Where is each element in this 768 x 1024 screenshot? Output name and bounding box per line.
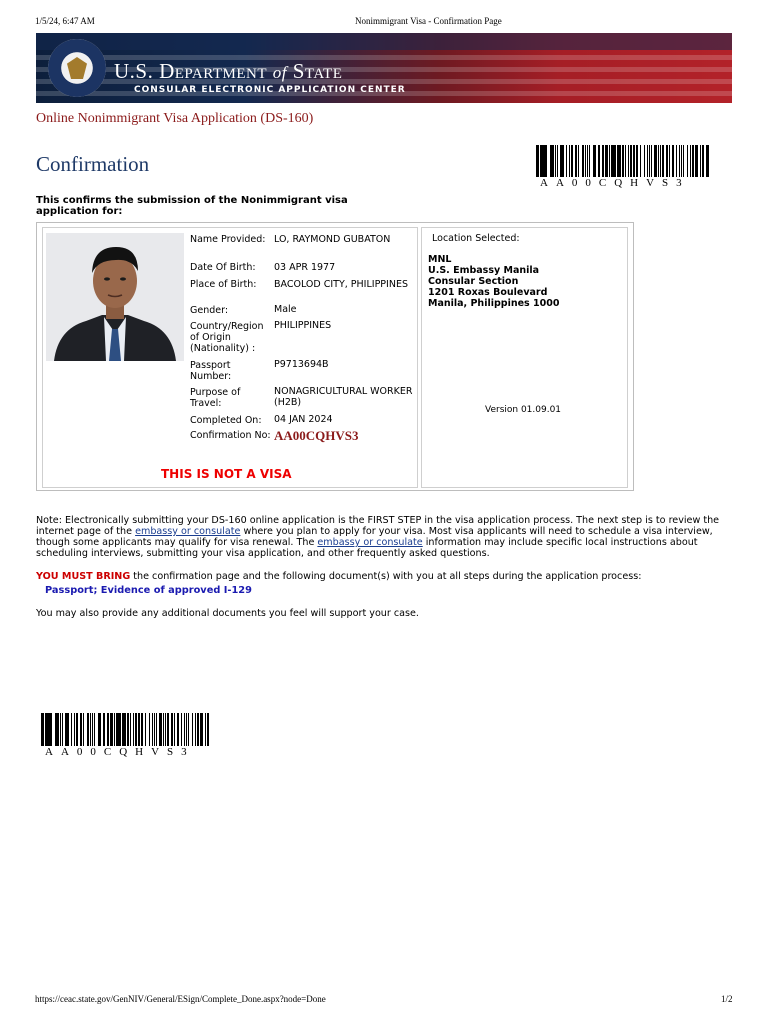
barcode-bar <box>666 145 668 177</box>
barcode-bar <box>156 713 157 746</box>
barcode-bar <box>67 713 69 746</box>
barcode-bar <box>647 145 648 177</box>
barcode-bar <box>141 713 143 746</box>
barcode-bar <box>622 145 624 177</box>
barcode-bar <box>205 713 206 746</box>
barcode-bar <box>171 713 173 746</box>
barcode-bar <box>585 145 586 177</box>
barcode-bar <box>619 145 621 177</box>
barcode-bar <box>578 145 579 177</box>
barcode-bar <box>636 145 638 177</box>
barcode-bar <box>660 145 661 177</box>
barcode-bar <box>80 713 82 746</box>
must-bring-label: YOU MUST BRING <box>36 571 131 582</box>
field-value-pob: BACOLOD CITY, PHILIPPINES <box>274 279 408 290</box>
barcode-bar <box>562 145 564 177</box>
field-value-dob: 03 APR 1977 <box>274 262 336 273</box>
barcode-bar <box>107 713 109 746</box>
barcode-bar <box>649 145 650 177</box>
barcode-bar <box>152 713 153 746</box>
barcode-bar <box>138 713 140 746</box>
location-line: MNL <box>428 254 452 265</box>
field-value-completed: 04 JAN 2024 <box>274 414 333 425</box>
barcode-bar <box>60 713 61 746</box>
barcode-bar <box>672 145 674 177</box>
barcode-bar <box>614 145 616 177</box>
barcode-bar <box>681 145 682 177</box>
barcode-bar <box>177 713 179 746</box>
location-line: Consular Section <box>428 276 519 287</box>
barcode-bar <box>104 713 105 746</box>
field-label-gender: Gender: <box>190 305 229 316</box>
barcode-bar <box>630 145 632 177</box>
barcode-bar <box>545 145 547 177</box>
location-line: Manila, Philippines 1000 <box>428 298 560 309</box>
barcode-bar <box>165 713 166 746</box>
barcode-bar <box>571 145 573 177</box>
barcode-bar <box>92 713 93 746</box>
barcode-bar <box>702 145 704 177</box>
embassy-link[interactable]: embassy or consulate <box>135 526 241 537</box>
barcode-bar <box>628 145 629 177</box>
field-value-gender: Male <box>274 304 297 315</box>
barcode-bar <box>575 145 577 177</box>
department-name: U.S. DEPARTMENT of STATE <box>114 59 343 83</box>
note-paragraph: Note: Electronically submitting your DS-160 online application is the FIRST STEP in the visa application process. The next step is to review the internet page of the embassy or consulate where you plan to apply for your visa. Most visa applicants will need to schedule a visa interview, though some applicants may qualify for visa renewal. The embassy or consulate information may include specific local instructions about scheduling interviews, submitting your visa application, and other frequently asked questions. <box>36 515 720 559</box>
barcode-bar <box>163 713 164 746</box>
barcode-bar <box>135 713 137 746</box>
barcode-bar <box>655 145 657 177</box>
barcode-bar <box>50 713 52 746</box>
barcode-bar <box>557 145 558 177</box>
field-label-pob: Place of Birth: <box>190 279 257 290</box>
barcode-bar <box>538 145 539 177</box>
barcode-bar <box>207 713 209 746</box>
barcode-bar <box>690 145 691 177</box>
barcode-bar <box>582 145 584 177</box>
barcode-bar <box>186 713 187 746</box>
field-label-nationality: Country/Region of Origin (Nationality) : <box>190 321 264 354</box>
barcode-bar <box>99 713 101 746</box>
barcode-bar <box>658 145 659 177</box>
barcode-bar <box>644 145 645 177</box>
barcode-bar <box>195 713 196 746</box>
barcode-bottom-text: AA00CQHVS3 <box>45 746 195 758</box>
barcode-bar <box>174 713 175 746</box>
barcode-bar <box>119 713 121 746</box>
dos-seal-icon <box>48 39 106 97</box>
field-label-passport: Passport Number: <box>190 360 232 382</box>
barcode-bar <box>640 145 641 177</box>
barcode-top-text: AA00CQHVS3 <box>540 177 690 189</box>
location-label: Location Selected: <box>432 233 520 244</box>
barcode-bar <box>599 145 600 177</box>
barcode-bar <box>130 713 131 746</box>
embassy-link-2[interactable]: embassy or consulate <box>317 537 423 548</box>
barcode-top <box>536 145 709 189</box>
barcode-bottom <box>41 713 211 758</box>
print-datetime: 1/5/24, 6:47 AM <box>35 16 95 26</box>
page-title: Confirmation <box>36 152 150 176</box>
barcode-bar <box>181 713 182 746</box>
print-url: https://ceac.state.gov/GenNIV/General/ESign/Complete_Done.aspx?node=Done <box>35 994 326 1004</box>
barcode-bar <box>133 713 134 746</box>
barcode-bar <box>625 145 626 177</box>
barcode-bar <box>566 145 567 177</box>
barcode-bar <box>160 713 162 746</box>
barcode-bar <box>202 713 203 746</box>
field-value-purpose: NONAGRICULTURAL WORKER (H2B) <box>274 386 413 408</box>
barcode-bar <box>679 145 680 177</box>
intro-text: This confirms the submission of the Nonimmigrant visa application for: <box>36 195 348 217</box>
barcode-bar <box>188 713 189 746</box>
location-line: U.S. Embassy Manila <box>428 265 540 276</box>
barcode-bar <box>697 145 698 177</box>
barcode-bar <box>71 713 72 746</box>
version-text: Version 01.09.01 <box>485 405 562 415</box>
field-label-confirmation: Confirmation No: <box>190 430 271 441</box>
barcode-bar <box>112 713 113 746</box>
barcode-bar <box>587 145 588 177</box>
barcode-bar <box>145 713 146 746</box>
barcode-bar <box>43 713 44 746</box>
barcode-bar <box>692 145 694 177</box>
barcode-bar <box>58 713 59 746</box>
barcode-bar <box>708 145 709 177</box>
barcode-bar <box>662 145 664 177</box>
barcode-bar <box>192 713 193 746</box>
barcode-bar <box>154 713 155 746</box>
barcode-bar <box>83 713 84 746</box>
barcode-bar <box>87 713 89 746</box>
barcode-bar <box>589 145 590 177</box>
field-value-passport: P9713694B <box>274 359 329 370</box>
location-line: 1201 Roxas Boulevard <box>428 287 548 298</box>
barcode-bar <box>651 145 652 177</box>
barcode-bar <box>90 713 91 746</box>
application-title: Online Nonimmigrant Visa Application (DS-160) <box>36 111 314 126</box>
field-label-purpose: Purpose of Travel: <box>190 387 241 409</box>
field-value-name: LO, RAYMOND GUBATON <box>274 234 391 245</box>
barcode-bar <box>184 713 185 746</box>
barcode-bar <box>127 713 129 746</box>
required-documents: Passport; Evidence of approved I-129 <box>45 585 252 596</box>
field-label-name: Name Provided: <box>190 234 266 245</box>
barcode-bar <box>553 145 554 177</box>
not-visa-warning: THIS IS NOT A VISA <box>161 467 292 481</box>
barcode-bar <box>62 713 63 746</box>
barcode-bar <box>555 145 556 177</box>
barcode-bar <box>124 713 126 746</box>
ceac-subtitle: CONSULAR ELECTRONIC APPLICATION CENTER <box>134 85 406 95</box>
barcode-bar <box>594 145 596 177</box>
barcode-bar <box>76 713 78 746</box>
field-label-dob: Date Of Birth: <box>190 262 256 273</box>
barcode-bar <box>700 145 701 177</box>
barcode-bar <box>609 145 610 177</box>
print-page-title: Nonimmigrant Visa - Confirmation Page <box>355 16 502 26</box>
applicant-photo <box>46 233 184 361</box>
barcode-bar <box>687 145 688 177</box>
location-address <box>428 254 559 309</box>
barcode-bar <box>197 713 199 746</box>
barcode-bar <box>676 145 677 177</box>
additional-docs-note: You may also provide any additional documents you feel will support your case. <box>36 608 419 619</box>
barcode-bar <box>94 713 95 746</box>
barcode-bar <box>569 145 570 177</box>
barcode-bar <box>149 713 150 746</box>
barcode-bar <box>633 145 635 177</box>
barcode-bar <box>114 713 115 746</box>
field-value-confirmation: AA00CQHVS3 <box>274 428 359 443</box>
barcode-bar <box>74 713 75 746</box>
barcode-bar <box>602 145 604 177</box>
barcode-bar <box>167 713 169 746</box>
barcode-bar <box>607 145 608 177</box>
print-page-number: 1/2 <box>721 994 733 1004</box>
barcode-bar <box>669 145 670 177</box>
field-value-nationality: PHILIPPINES <box>274 320 332 331</box>
barcode-bar <box>683 145 684 177</box>
must-bring-text: YOU MUST BRING the confirmation page and the following document(s) with you at all steps during the application process: <box>36 571 642 582</box>
dos-banner <box>36 33 732 103</box>
field-label-completed: Completed On: <box>190 415 262 426</box>
